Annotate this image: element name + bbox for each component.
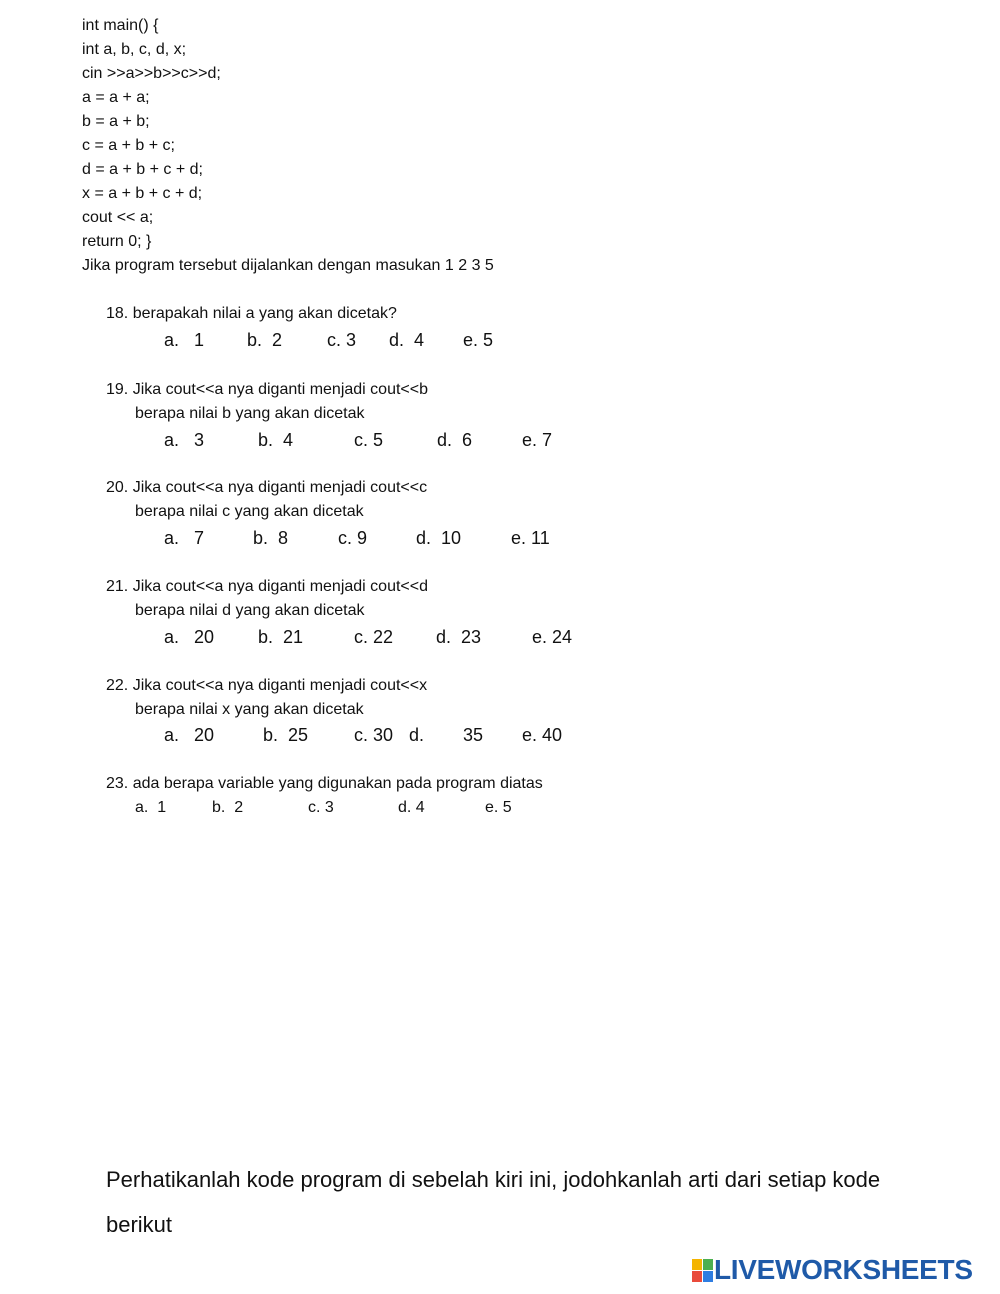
option-a[interactable]: a. 1 [135,799,167,816]
instruction-text-continued: berikut [106,1212,173,1237]
code-line: x = a + b + c + d; [82,185,203,202]
code-line: int main() { [82,17,159,34]
code-line: int a, b, c, d, x; [82,41,187,58]
option-d-value[interactable]: 35 [463,725,484,745]
logo-text: LIVEWORKSHEETS [714,1254,973,1285]
instruction-text: Perhatikanlah kode program di sebelah kiri ini, jodohkanlah arti dari setiap kode [106,1167,881,1192]
option-b[interactable]: b. 21 [258,627,304,647]
logo-block [692,1259,702,1270]
option-e[interactable]: e. 5 [463,330,494,350]
option-e[interactable]: e. 5 [485,799,512,816]
code-line: d = a + b + c + d; [82,161,203,178]
code-line: return 0; } [82,233,152,250]
question-text: 22. Jika cout<<a nya diganti menjadi cout<<x [106,677,428,694]
question-text: 21. Jika cout<<a nya diganti menjadi cout<<d [106,578,428,595]
option-b[interactable]: b. 4 [258,430,294,450]
intro-text: Jika program tersebut dijalankan dengan masukan 1 2 3 5 [82,257,494,274]
option-d[interactable]: d. 4 [398,799,425,816]
code-line: b = a + b; [82,113,150,130]
option-a[interactable]: a. 1 [164,330,205,350]
code-line: a = a + a; [82,89,150,106]
option-c[interactable]: c. 30 [354,725,394,745]
liveworksheets-logo [692,1255,973,1285]
logo-block [692,1271,702,1282]
option-c[interactable]: c. 22 [354,627,394,647]
question-text: 20. Jika cout<<a nya diganti menjadi cout<<c [106,479,428,496]
code-line: c = a + b + c; [82,137,175,154]
question-text: 18. berapakah nilai a yang akan dicetak? [106,305,397,322]
option-e[interactable]: e. 40 [522,725,563,745]
question-subtext: berapa nilai d yang akan dicetak [135,602,365,619]
option-d[interactable]: d. 10 [416,528,462,548]
option-c[interactable]: c. 3 [327,330,357,350]
code-line: cin >>a>>b>>c>>d; [82,65,221,82]
option-a[interactable]: a. 20 [164,627,215,647]
option-b[interactable]: b. 25 [263,725,309,745]
question-subtext: berapa nilai x yang akan dicetak [135,701,364,718]
option-d[interactable]: d. 4 [389,330,425,350]
logo-block [703,1271,713,1282]
option-d[interactable]: d. [409,725,425,745]
option-b[interactable]: b. 2 [212,799,244,816]
option-c[interactable]: c. 5 [354,430,384,450]
code-line: cout << a; [82,209,154,226]
question-subtext: berapa nilai b yang akan dicetak [135,405,365,422]
option-a[interactable]: a. 7 [164,528,205,548]
option-c[interactable]: c. 3 [308,799,334,816]
logo-block [703,1259,713,1270]
question-subtext: berapa nilai c yang akan dicetak [135,503,364,520]
option-c[interactable]: c. 9 [338,528,368,548]
option-d[interactable]: d. 6 [437,430,473,450]
option-e[interactable]: e. 7 [522,430,553,450]
option-d[interactable]: d. 23 [436,627,482,647]
question-text: 19. Jika cout<<a nya diganti menjadi cout<<b [106,381,428,398]
option-e[interactable]: e. 11 [511,528,550,548]
option-b[interactable]: b. 2 [247,330,283,350]
option-a[interactable]: a. 20 [164,725,215,745]
option-b[interactable]: b. 8 [253,528,289,548]
question-text: 23. ada berapa variable yang digunakan pada program diatas [106,775,543,792]
option-e[interactable]: e. 24 [532,627,573,647]
option-a[interactable]: a. 3 [164,430,205,450]
logo-blocks-icon [692,1259,712,1281]
